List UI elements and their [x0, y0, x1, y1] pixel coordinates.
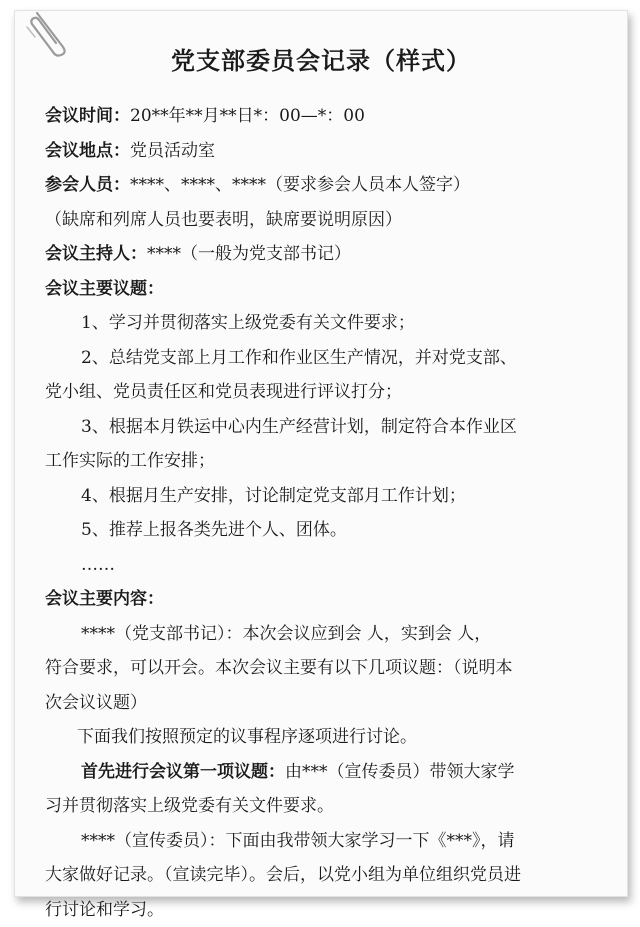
topic-line: 工作实际的工作安排； — [45, 444, 615, 479]
topic-line: 3、根据本月铁运中心内生产经营计划，制定符合本作业区 — [45, 410, 615, 445]
content-line: 次会议议题） — [45, 686, 615, 721]
first-topic-text: 由***（宣传委员）带领大家学 — [285, 762, 515, 782]
content-line: 习并贯彻落实上级党委有关文件要求。 — [45, 789, 615, 824]
field-value: ****、****、****（要求参会人员本人签字） — [130, 175, 470, 195]
content-line — [45, 755, 615, 790]
field-time — [45, 99, 615, 134]
field-value: ****（一般为党支部书记） — [147, 244, 351, 264]
content-line: 下面我们按照预定的议事程序逐项进行讨论。 — [45, 720, 615, 755]
field-label: 参会人员： — [45, 175, 130, 195]
record-body — [45, 99, 615, 927]
field-label: 会议时间： — [45, 106, 130, 126]
field-value: 20**年**月**日*：00—*：00 — [130, 106, 365, 126]
field-value: 党员活动室 — [130, 141, 215, 161]
page-title: 党支部委员会记录（样式） — [15, 41, 627, 76]
field-label: 会议地点： — [45, 141, 130, 161]
field-host — [45, 237, 615, 272]
document-page — [14, 10, 628, 897]
attendees-note: （缺席和列席人员也要表明，缺席要说明原因） — [45, 203, 615, 238]
content-line: 符合要求，可以开会。本次会议主要有以下几项议题：（说明本 — [45, 651, 615, 686]
field-label: 会议主持人： — [45, 244, 147, 264]
topic-line: 4、根据月生产安排，讨论制定党支部月工作计划； — [45, 479, 615, 514]
content-line: ****（宣传委员）：下面由我带领大家学习一下《***》，请 — [45, 824, 615, 859]
contents-heading: 会议主要内容： — [45, 582, 615, 617]
topic-line: 1、学习并贯彻落实上级党委有关文件要求； — [45, 306, 615, 341]
topic-line: 5、推荐上报各类先进个人、团体。 — [45, 513, 615, 548]
field-attendees — [45, 168, 615, 203]
content-line: 大家做好记录。（宣读完毕）。会后，以党小组为单位组织党员进 — [45, 858, 615, 893]
field-place — [45, 134, 615, 169]
topic-line: 2、总结党支部上月工作和作业区生产情况，并对党支部、 — [45, 341, 615, 376]
first-topic-label: 首先进行会议第一项议题： — [81, 762, 285, 782]
topic-ellipsis: …… — [45, 548, 615, 583]
content-line: 行讨论和学习。 — [45, 893, 615, 927]
topic-line: 党小组、党员责任区和党员表现进行评议打分； — [45, 375, 615, 410]
content-line: ****（党支部书记）：本次会议应到会 人，实到会 人， — [45, 617, 615, 652]
topics-heading: 会议主要议题： — [45, 272, 615, 307]
